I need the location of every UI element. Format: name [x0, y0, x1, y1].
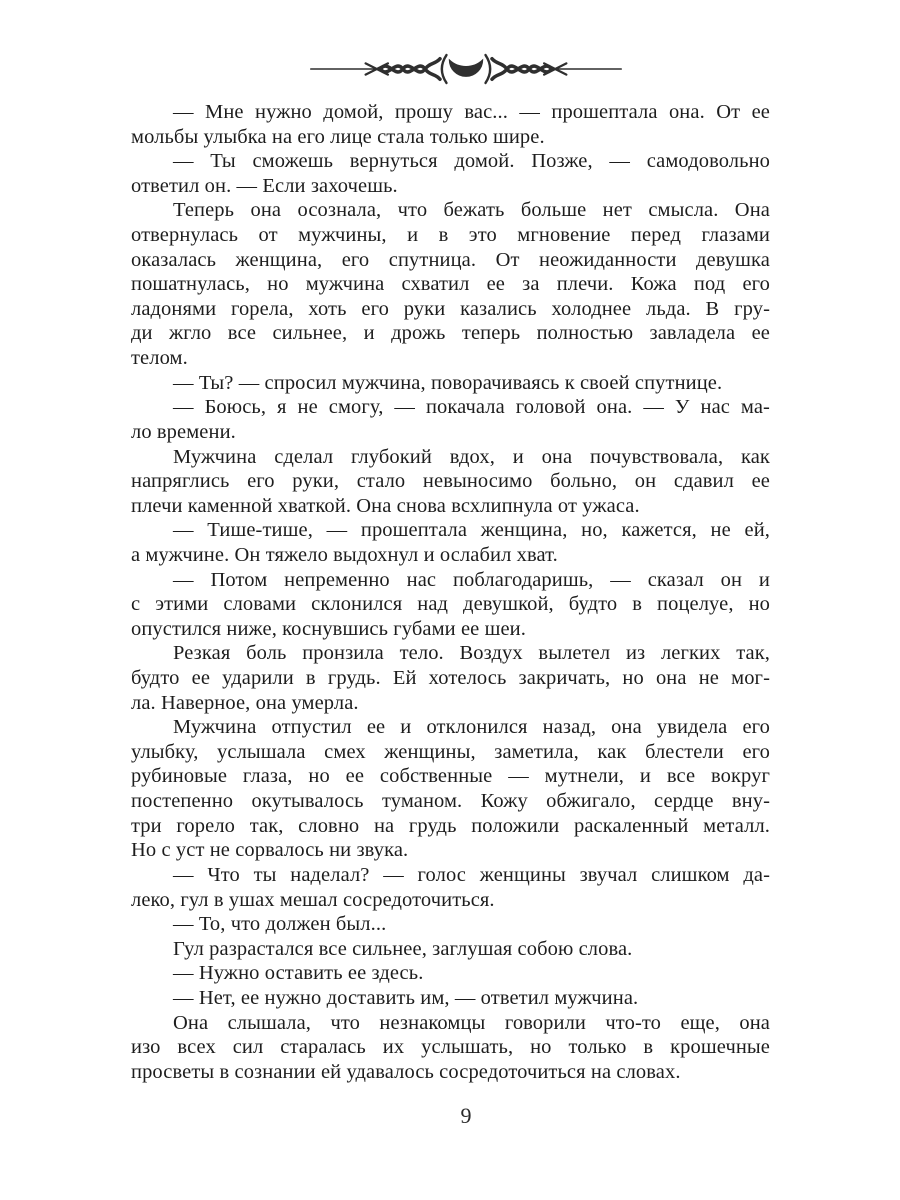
paragraph [131, 395, 770, 444]
text-line: мольбы улыбка на его лице стала только шире. [131, 125, 545, 148]
text-line: — Нет, ее нужно доставить им, — ответил мужчина. [173, 986, 639, 1009]
paragraph [131, 149, 770, 198]
text-line: будто ее ударили в грудь. Ей хотелось закричать, но она не мог- [131, 667, 770, 690]
text-line: — Потом непременно нас поблагодаришь, — сказал он и [173, 568, 770, 591]
text-line: телом. [131, 347, 188, 370]
text-line: Теперь она осознала, что бежать больше нет смысла. Она [173, 199, 770, 222]
text-line: ла. Наверное, она умерла. [131, 691, 359, 714]
text-line: — Что ты наделал? — голос женщины звучал слишком да- [173, 863, 770, 886]
paragraph [131, 715, 770, 863]
paragraph [131, 912, 770, 937]
paragraph [131, 863, 770, 912]
text-line: ди жгло все сильнее, и дрожь теперь полностью завладела ее [131, 322, 770, 345]
paragraph [131, 937, 770, 962]
text-line: рубиновые глаза, но ее собственные — мутнели, и все вокруг [131, 765, 770, 788]
text-line: ладонями горела, хоть его руки казались холоднее льда. В гру- [131, 297, 770, 320]
text-line: Но с уст не сорвалось ни звука. [131, 839, 409, 862]
text-line: плечи каменной хваткой. Она снова всхлипнула от ужаса. [131, 494, 640, 517]
paragraph [131, 371, 770, 396]
text-line: три горело так, словно на грудь положили раскаленный металл. [131, 814, 770, 837]
text-line: Она слышала, что незнакомцы говорили что-то еще, она [173, 1011, 770, 1034]
paragraph [131, 1011, 770, 1085]
paragraph [131, 641, 770, 715]
text-line: — Нужно оставить ее здесь. [173, 962, 424, 985]
text-line: — Боюсь, я не смогу, — покачала головой она. — У нас ма- [173, 396, 770, 419]
text-line: просветы в сознании ей удавалось сосредоточиться на словах. [131, 1060, 681, 1083]
text-line: — То, что должен был... [173, 913, 387, 936]
paragraph [131, 100, 770, 149]
text-line: — Мне нужно домой, прошу вас... — прошептала она. От ее [173, 101, 770, 123]
text-line: отвернулась от мужчины, и в это мгновение перед глазами [131, 224, 770, 247]
text-line: напряглись его руки, стало невыносимо больно, он сдавил ее [131, 470, 770, 493]
text-line: улыбку, услышала смех женщины, заметила, как блестели его [131, 740, 770, 763]
paragraph [131, 986, 770, 1011]
text-line: леко, гул в ушах мешал сосредоточиться. [131, 888, 495, 911]
paragraph [131, 198, 770, 370]
text-line: — Ты? — спросил мужчина, поворачиваясь к своей спутнице. [173, 371, 723, 394]
page-number: 9 [460, 1103, 472, 1128]
text-line: оказалась женщина, его спутница. От неожиданности девушка [131, 248, 770, 271]
text-line: постепенно окутывалось туманом. Кожу обжигало, сердце вну- [131, 790, 770, 813]
text-line: ло времени. [131, 420, 236, 443]
text-line: Гул разрастался все сильнее, заглушая собою слова. [173, 937, 633, 960]
text-line: Мужчина сделал глубокий вдох, и она почувствовала, как [173, 445, 770, 468]
crescent-braid-divider-icon [308, 50, 624, 88]
text-line: — Тише-тише, — прошептала женщина, но, кажется, не ей, [173, 519, 770, 542]
text-block [131, 100, 770, 1084]
text-line: пошатнулась, но мужчина схватил ее за плечи. Кожа под его [131, 273, 770, 296]
text-line: с этими словами склонился над девушкой, будто в поцелуе, но [131, 593, 770, 616]
text-line: а мужчине. Он тяжело выдохнул и ослабил хват. [131, 543, 558, 566]
text-line: опустился ниже, коснувшись губами ее шеи. [131, 617, 526, 640]
paragraph [131, 568, 770, 642]
paragraph [131, 961, 770, 986]
text-line: ответил он. — Если захочешь. [131, 174, 398, 197]
paragraph [131, 445, 770, 519]
text-line: изо всех сил старалась их услышать, но только в крошечные [131, 1036, 770, 1059]
text-line: Мужчина отпустил ее и отклонился назад, она увидела его [173, 716, 770, 739]
paragraph [131, 518, 770, 567]
text-line: — Ты сможешь вернуться домой. Позже, — самодовольно [173, 150, 770, 173]
text-line: Резкая боль пронзила тело. Воздух вылетел из легких так, [173, 642, 770, 665]
